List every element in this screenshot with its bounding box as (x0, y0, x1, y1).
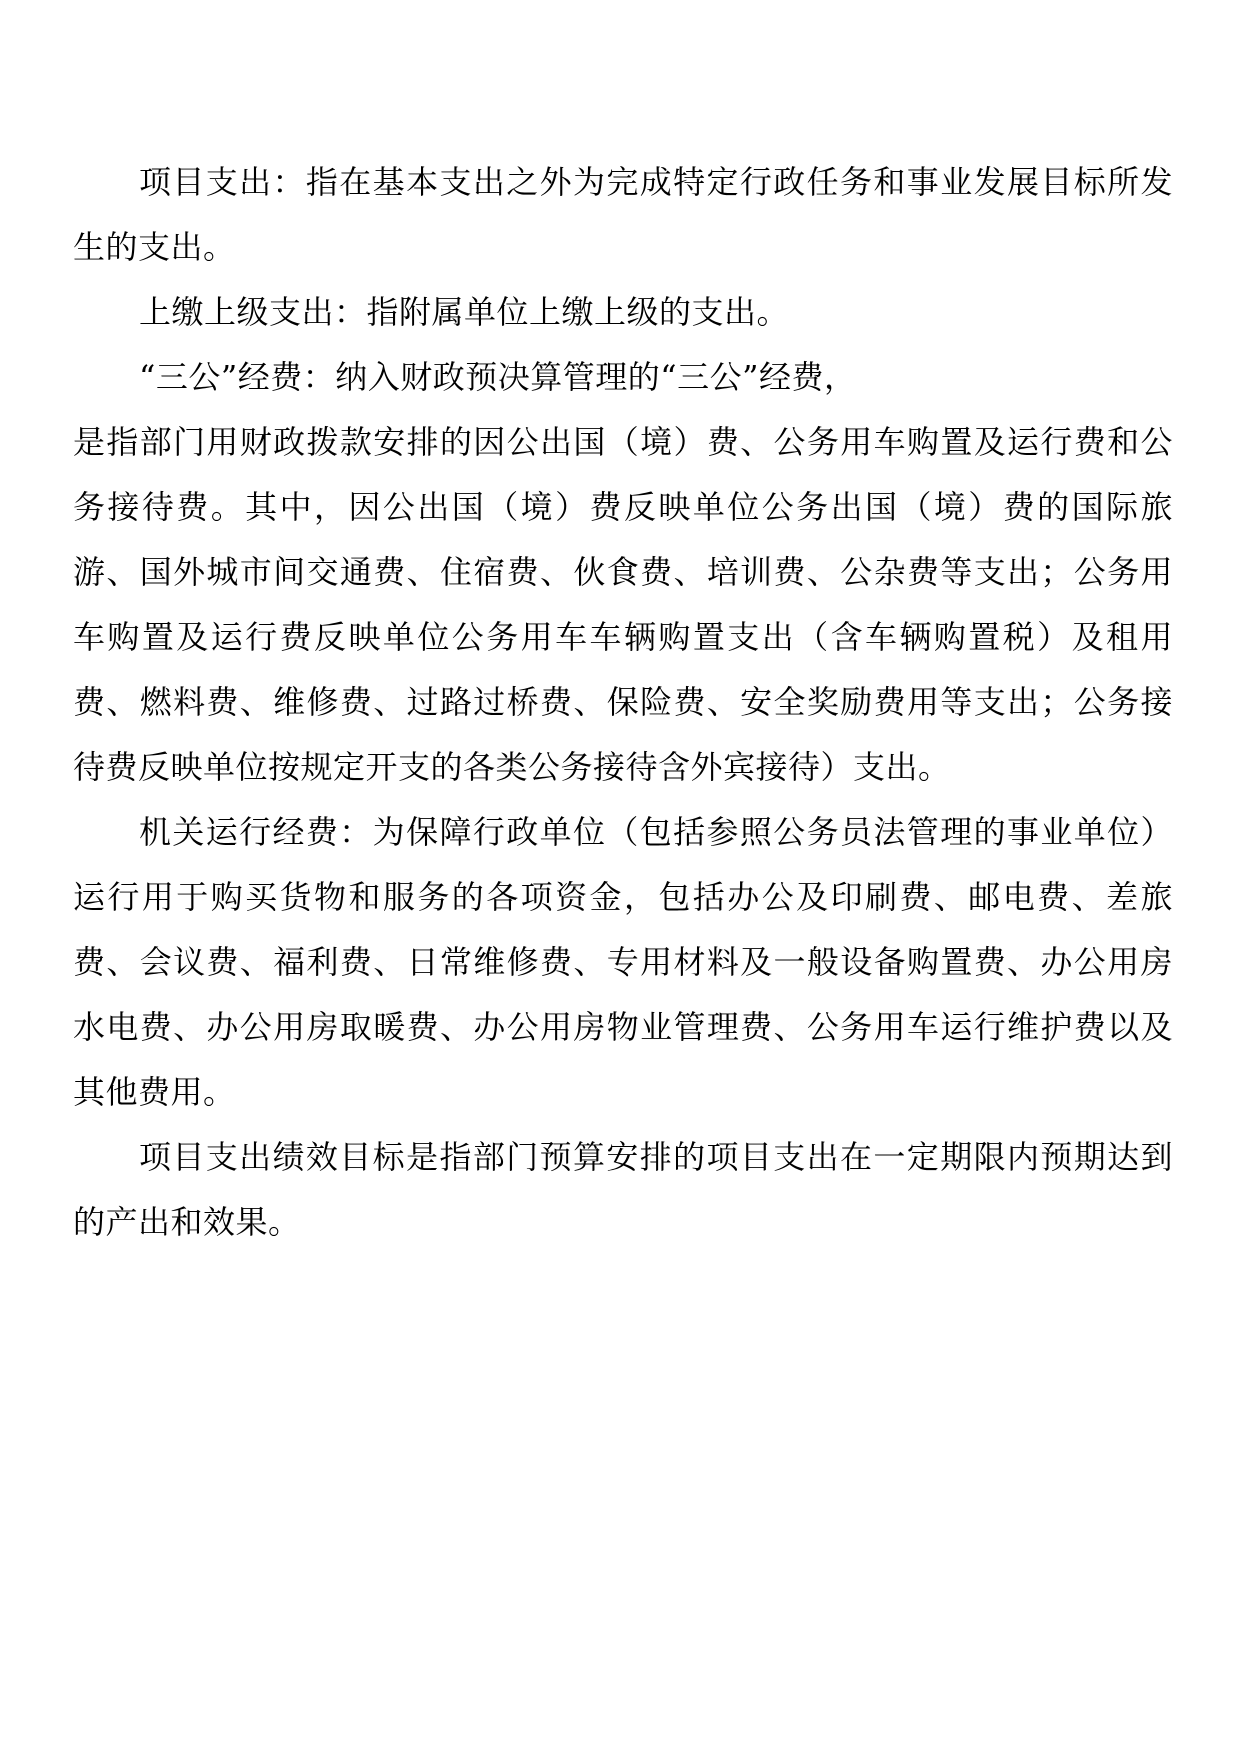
document-body (73, 150, 1173, 1255)
paragraph-three-public-expenses-body: 是指部门用财政拨款安排的因公出国（境）费、公务用车购置及运行费和公务接待费。其中，因公出国（境）费反映单位公务出国（境）费的国际旅游、国外城市间交通费、住宿费、伙食费、培训费、公杂费等支出；公务用车购置及运行费反映单位公务用车车辆购置支出（含车辆购置税）及租用费、燃料费、维修费、过路过桥费、保险费、安全奖励费用等支出；公务接待费反映单位按规定开支的各类公务接待含外宾接待）支出。 (73, 423, 1173, 786)
paragraph-performance-targets: 项目支出绩效目标是指部门预算安排的项目支出在一定期限内预期达到的产出和效果。 (73, 1138, 1173, 1241)
paragraph-three-public-expenses-heading: “三公”经费：纳入财政预决算管理的“三公”经费， (139, 358, 857, 396)
paragraph-remittance-to-superior: 上缴上级支出：指附属单位上缴上级的支出。 (139, 293, 790, 331)
paragraph-project-expenditure: 项目支出：指在基本支出之外为完成特定行政任务和事业发展目标所发生的支出。 (73, 163, 1173, 266)
paragraph-agency-operating-costs: 机关运行经费：为保障行政单位（包括参照公务员法管理的事业单位）运行用于购买货物和服务的各项资金，包括办公及印刷费、邮电费、差旅费、会议费、福利费、日常维修费、专用材料及一般设备购置费、办公用房水电费、办公用房取暖费、办公用房物业管理费、公务用车运行维护费以及其他费用。 (73, 813, 1173, 1111)
paragraph-three-public-expenses (73, 345, 1173, 800)
